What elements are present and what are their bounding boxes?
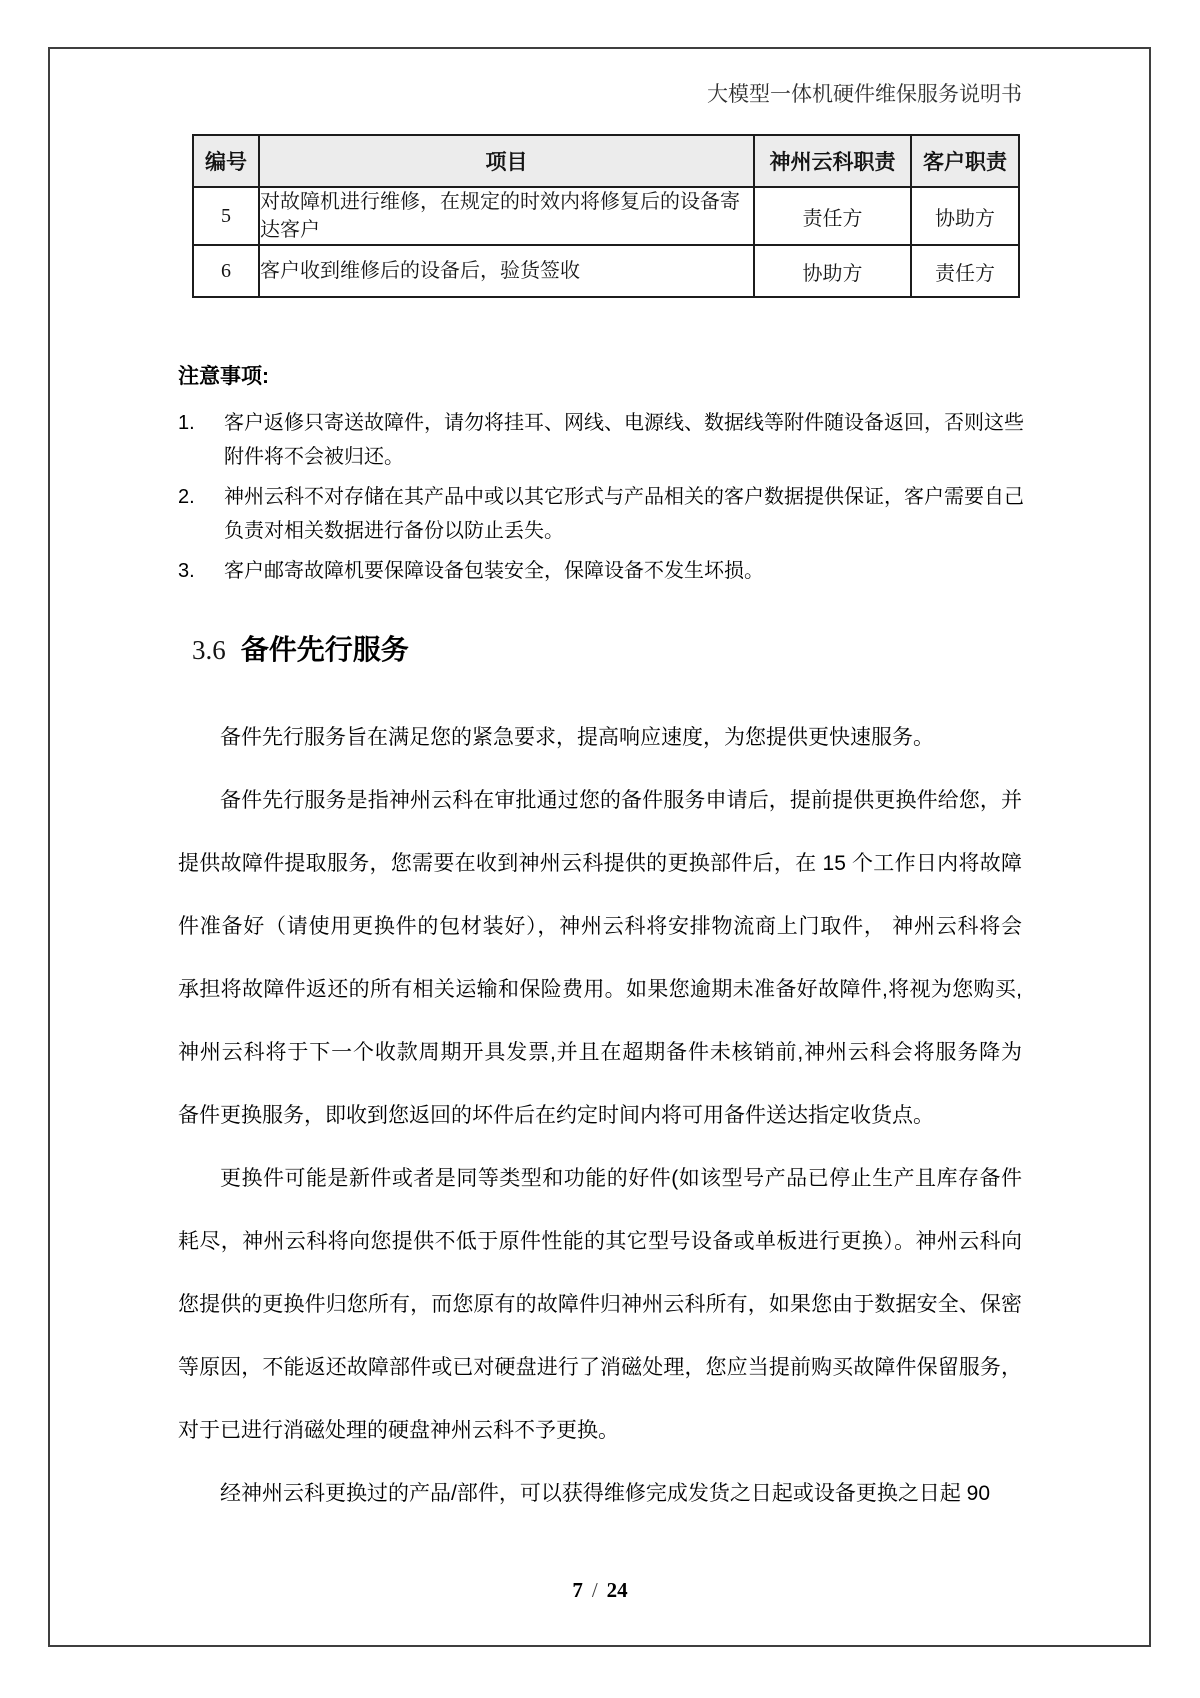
paragraph-line: 对于已进行消磁处理的硬盘神州云科不予更换。: [178, 1419, 619, 1442]
paragraph-line: 件准备好（请使用更换件的包材装好），神州云科将安排物流商上门取件， 神州云科将会: [178, 915, 1022, 938]
table-row: [193, 187, 1019, 245]
page-footer: [0, 1578, 1200, 1603]
note-number: 1.: [178, 412, 195, 434]
note-text: 客户返修只寄送故障件，请勿将挂耳、网线、电源线、数据线等附件随设备返回，否则这些附件将不会被归还。: [224, 412, 1024, 468]
row-item-cell: 对故障机进行维修，在规定的时效内将修复后的设备寄达客户: [259, 187, 754, 245]
paragraph-line: 备件先行服务是指神州云科在审批通过您的备件服务申请后，提前提供更换件给您，并: [220, 789, 1022, 812]
note-number: 3.: [178, 560, 195, 582]
row-vendor-cell: 协助方: [754, 245, 911, 297]
column-header-vendor: 神州云科职责: [754, 135, 911, 187]
row-customer-cell: 责任方: [911, 245, 1019, 297]
paragraph-line: 备件更换服务，即收到您返回的坏件后在约定时间内将可用备件送达指定收货点。: [178, 1104, 934, 1127]
paragraph-line: 耗尽，神州云科将向您提供不低于原件性能的其它型号设备或单板进行更换）。神州云科向: [178, 1230, 1022, 1253]
page-number-separator: /: [591, 1578, 598, 1602]
paragraph-line: 神州云科将于下一个收款周期开具发票,并且在超期备件未核销前,神州云科会将服务降为: [178, 1041, 1022, 1064]
column-header-item: 项目: [259, 135, 754, 187]
page-number-total: 24: [606, 1578, 628, 1602]
paragraph-line: 备件先行服务旨在满足您的紧急要求，提高响应速度，为您提供更快速服务。: [220, 726, 934, 749]
note-number: 2.: [178, 486, 195, 508]
notes-list: [178, 406, 1024, 588]
row-number-cell: 5: [193, 187, 259, 245]
section-title: 备件先行服务: [240, 634, 409, 665]
note-item: [178, 480, 1024, 548]
notes-section: [178, 362, 1024, 594]
page-number-current: 7: [572, 1578, 583, 1602]
section-number: 3.6: [192, 635, 226, 665]
responsibility-table: [192, 134, 1020, 298]
body-paragraphs: [178, 706, 1022, 1525]
paragraph-line: 经神州云科更换过的产品/部件，可以获得维修完成发货之日起或设备更换之日起 90: [220, 1482, 991, 1505]
section-heading: [192, 628, 409, 668]
column-header-customer: 客户职责: [911, 135, 1019, 187]
table-header-row: [193, 135, 1019, 187]
row-customer-cell: 协助方: [911, 187, 1019, 245]
note-item: [178, 554, 1024, 588]
column-header-number: 编号: [193, 135, 259, 187]
paragraph-line: 更换件可能是新件或者是同等类型和功能的好件(如该型号产品已停止生产且库存备件: [220, 1167, 1022, 1190]
note-item: [178, 406, 1024, 474]
running-header-title: 大模型一体机硬件维保服务说明书: [707, 82, 1022, 106]
table-row: [193, 245, 1019, 297]
row-number-cell: 6: [193, 245, 259, 297]
paragraph-line: 提供故障件提取服务，您需要在收到神州云科提供的更换部件后，在 15 个工作日内将故障: [178, 852, 1022, 875]
note-text: 神州云科不对存储在其产品中或以其它形式与产品相关的客户数据提供保证，客户需要自己负责对相关数据进行备份以防止丢失。: [224, 486, 1024, 542]
paragraph-line: 承担将故障件返还的所有相关运输和保险费用。如果您逾期未准备好故障件,将视为您购买,: [178, 978, 1022, 1001]
paragraph-line: 您提供的更换件归您所有，而您原有的故障件归神州云科所有，如果您由于数据安全、保密: [178, 1293, 1022, 1316]
paragraph-line: 等原因，不能返还故障部件或已对硬盘进行了消磁处理，您应当提前购买故障件保留服务，: [178, 1356, 1022, 1379]
row-vendor-cell: 责任方: [754, 187, 911, 245]
note-text: 客户邮寄故障机要保障设备包装安全，保障设备不发生坏损。: [224, 560, 764, 582]
row-item-cell: 客户收到维修后的设备后，验货签收: [259, 245, 754, 297]
notes-title: 注意事项:: [178, 365, 269, 388]
